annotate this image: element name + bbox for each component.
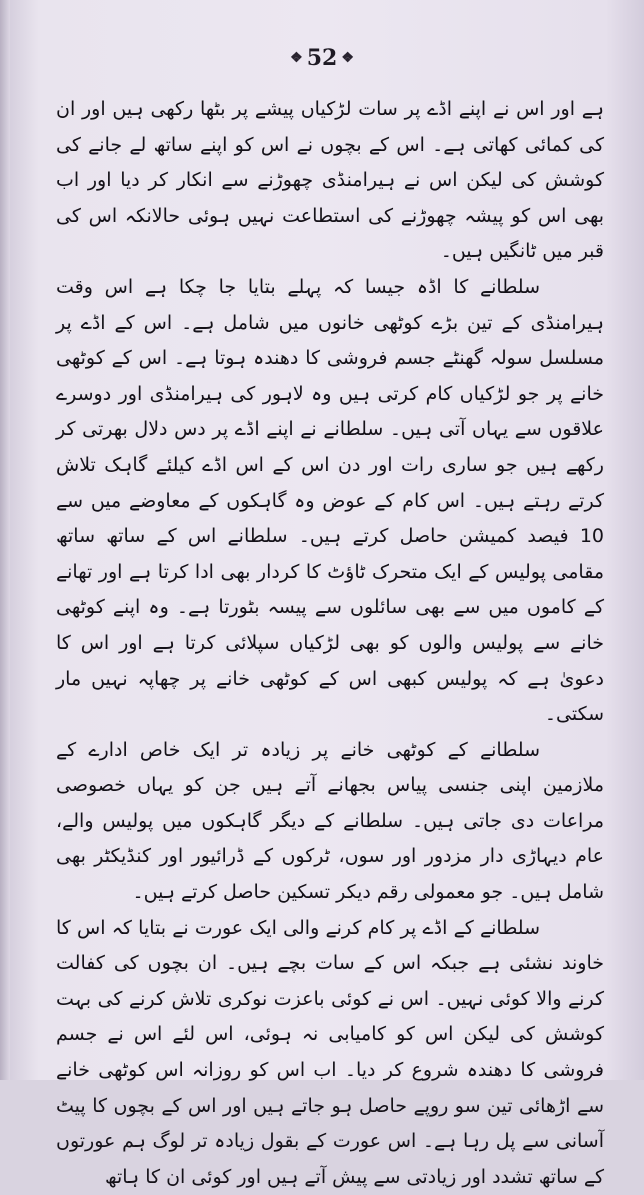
page-number-header — [0, 40, 644, 76]
page-number: 52 — [306, 45, 338, 71]
page-spine-shadow — [0, 0, 10, 1080]
paragraph-2: سلطانے کا اڈہ جیسا کہ پہلے بتایا جا چکا ہے اس وقت ہیرامنڈی کے تین بڑے کوٹھی خانوں میں شامل ہے۔ اس کے اڈے پر مسلسل سولہ گھنٹے جسم فروشی کا دھندہ ہوتا ہے۔ اس کے کوٹھی خانے پر جو لڑکیاں کام کرتی ہیں وہ لاہور کی ہیرامنڈی اور دوسرے علاقوں سے یہاں آتی ہیں۔ سلطانے نے اپنے اڈے پر دس دلال بھرتی کر رکھے ہیں جو ساری رات اور دن اس کے اس اڈے کیلئے گاہک تلاش کرتے رہتے ہیں۔ اس کام کے عوض وہ گاہکوں کے معاوضے میں سے 10 فیصد کمیشن حاصل کرتے ہیں۔ سلطانے اس کے ساتھ ساتھ مقامی پولیس کے ایک متحرک ٹاؤٹ کا کردار بھی ادا کرتا ہے اور تھانے کے کاموں میں سے بھی سائلوں سے پیسہ بٹورتا ہے۔ وہ اپنے کوٹھی خانے سے پولیس والوں کو بھی لڑکیاں سپلائی کرتا ہے اور اس کا دعویٰ ہے کہ پولیس کبھی اس کے کوٹھی خانے پر چھاپہ نہیں مار سکتی۔ — [56, 275, 604, 726]
left-ornament-icon: ❖ — [290, 50, 303, 66]
body-text — [56, 92, 604, 1195]
paragraph-3: سلطانے کے کوٹھی خانے پر زیادہ تر ایک خاص ادارے کے ملازمین اپنی جنسی پیاس بجھانے آتے ہیں جن کو یہاں خصوصی مراعات دی جاتی ہیں۔ سلطانے کے دیگر گاہکوں میں پولیس والے، عام دیہاڑی دار مزدور اور سوں، ٹرکوں کے ڈرائیور اور کنڈیکٹر بھی شامل ہیں۔ جو معمولی رقم دیکر تسکین حاصل کرتے ہیں۔ — [56, 738, 604, 904]
paragraph-1: ہے اور اس نے اپنے اڈے پر سات لڑکیاں پیشے پر بٹھا رکھی ہیں اور ان کی کمائی کھاتی ہے۔ اس کے بچوں نے اس کو اپنے ساتھ لے جانے کی کوشش کی لیکن اس نے ہیرامنڈی چھوڑنے سے انکار کر دیا اور اب بھی اس کو پیشہ چھوڑنے کی استطاعت نہیں ہوئی حالانکہ اس کی قبر میں ٹانگیں ہیں۔ — [56, 98, 604, 263]
paragraph-4: سلطانے کے اڈے پر کام کرنے والی ایک عورت نے بتایا کہ اس کا خاوند نشئی ہے جبکہ اس کے سات بچے ہیں۔ ان بچوں کی کفالت کرنے والا کوئی نہیں۔ اس نے کوئی باعزت نوکری تلاش کرنے کی بہت کوشش کی لیکن اس کو کامیابی نہ ہوئی، اس لئے اس نے جسم فروشی کا دھندہ شروع کر دیا۔ اب اس کو روزانہ اس کوٹھی خانے سے اڑھائی تین سو روپے حاصل ہو جاتے ہیں اور اس کے بچوں کا پیٹ آسانی سے پل رہا ہے۔ اس عورت کے بقول زیادہ تر لوگ ہم عورتوں کے ساتھ تشدد اور زیادتی سے پیش آتے ہیں اور کوئی ان کا ہاتھ — [56, 916, 604, 1188]
right-ornament-icon: ❖ — [341, 50, 354, 66]
